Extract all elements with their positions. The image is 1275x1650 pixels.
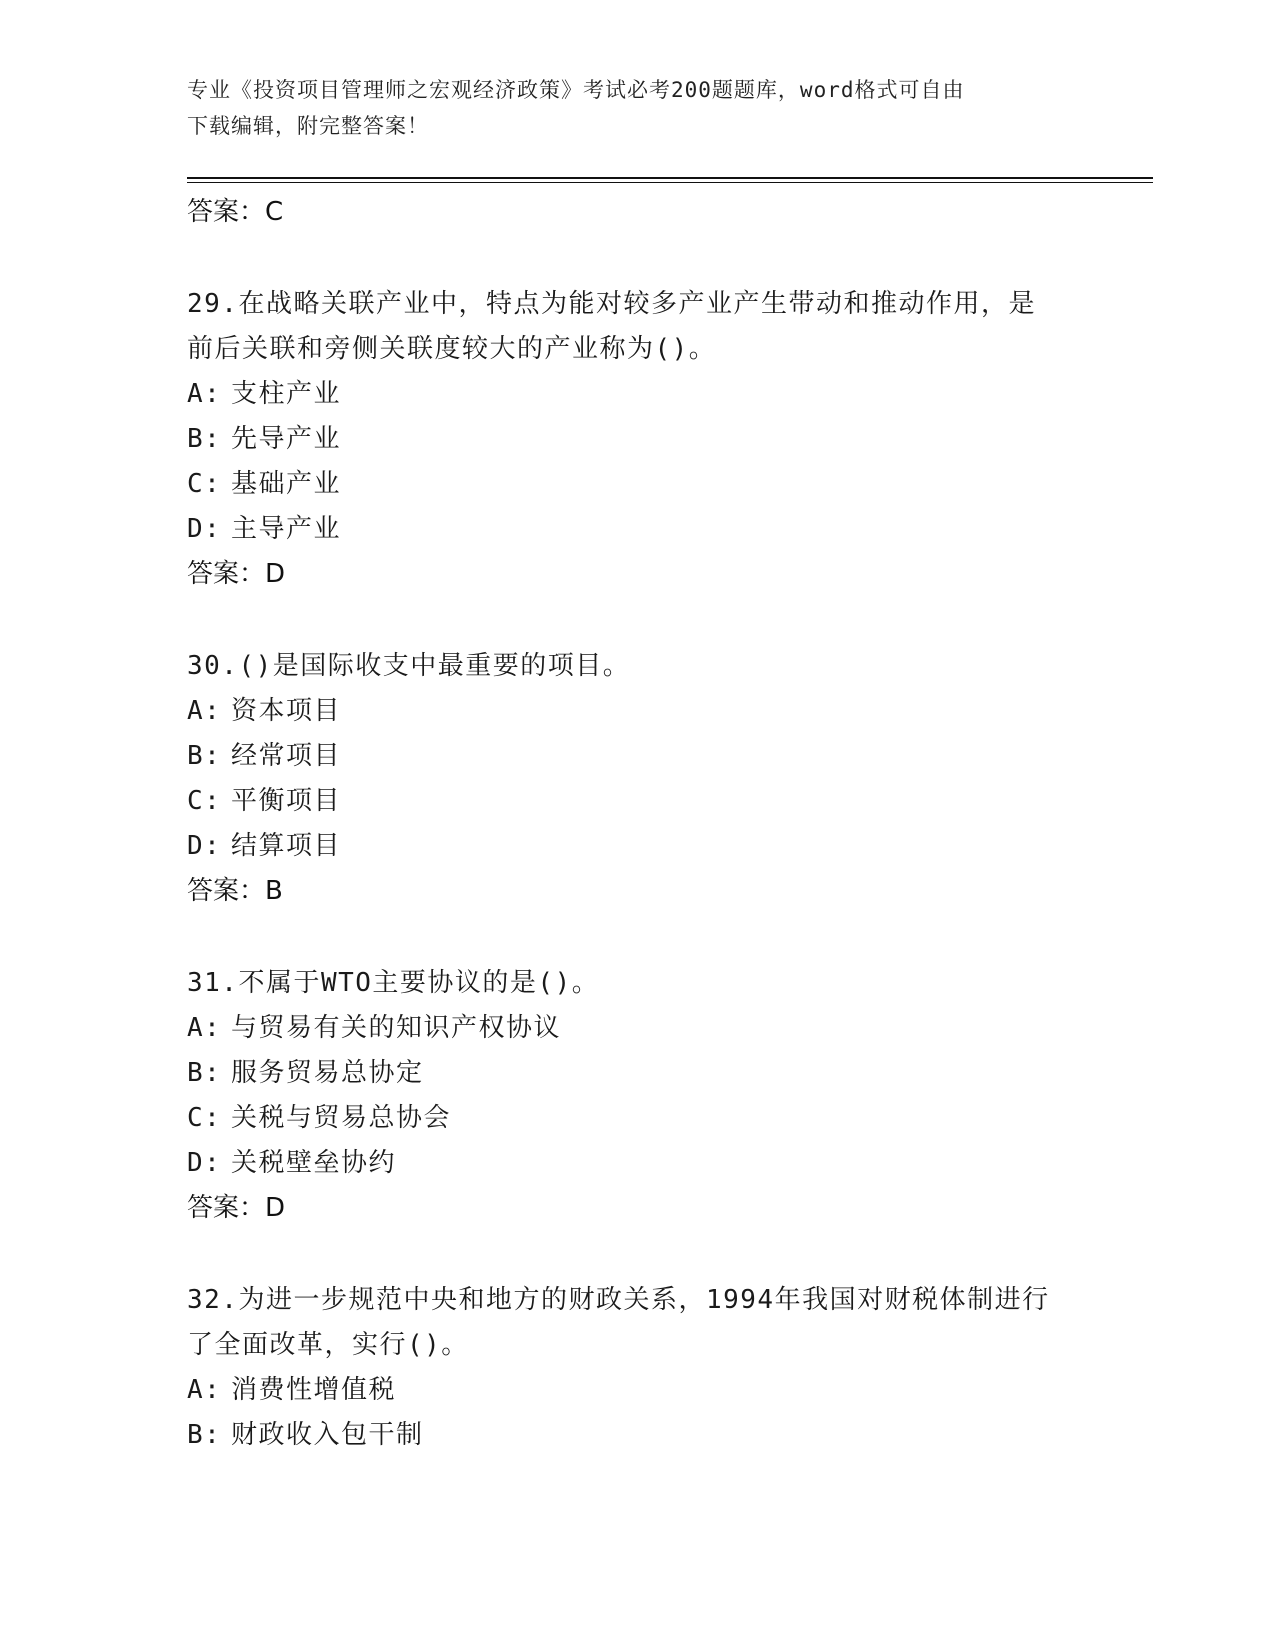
option-text: 消费性增值税	[231, 1375, 397, 1405]
answer-line: 答案：B	[187, 876, 283, 906]
question-text-line: 29.在战略关联产业中，特点为能对较多产业产生带动和推动作用，是	[187, 289, 1036, 319]
document-body	[187, 190, 1087, 1458]
option-a	[187, 689, 1087, 734]
option-c	[187, 779, 1087, 824]
option-c	[187, 1096, 1087, 1141]
option-letter: C:	[187, 469, 222, 499]
option-letter: A:	[187, 696, 222, 726]
option-text: 资本项目	[231, 696, 342, 726]
header-line-2: 下载编辑，附完整答案！	[187, 114, 429, 138]
option-d	[187, 507, 1087, 552]
option-text: 主导产业	[231, 514, 342, 544]
header-divider-thin	[187, 182, 1153, 183]
option-c	[187, 462, 1087, 507]
option-a	[187, 372, 1087, 417]
option-a	[187, 1368, 1087, 1413]
option-letter: D:	[187, 514, 222, 544]
question-text-line: 32.为进一步规范中央和地方的财政关系，1994年我国对财税体制进行	[187, 1285, 1050, 1315]
option-text: 关税与贸易总协会	[231, 1103, 452, 1133]
option-letter: D:	[187, 1148, 222, 1178]
question-block	[187, 1278, 1087, 1458]
option-letter: D:	[187, 831, 222, 861]
option-text: 支柱产业	[231, 379, 342, 409]
option-text: 与贸易有关的知识产权协议	[231, 1013, 562, 1043]
option-text: 财政收入包干制	[231, 1420, 424, 1450]
question-text-line: 30.()是国际收支中最重要的项目。	[187, 651, 631, 681]
option-letter: B:	[187, 1058, 222, 1088]
question-block	[187, 282, 1087, 596]
previous-answer: 答案：C	[187, 197, 284, 227]
option-letter: B:	[187, 424, 222, 454]
option-b	[187, 417, 1087, 462]
question-text-line: 了全面改革，实行()。	[187, 1330, 469, 1360]
header-divider-thick	[187, 177, 1153, 179]
answer-line: 答案：D	[187, 1193, 286, 1223]
option-text: 基础产业	[231, 469, 342, 499]
document-header	[187, 72, 1087, 144]
option-letter: B:	[187, 1420, 222, 1450]
option-letter: A:	[187, 379, 222, 409]
option-a	[187, 1006, 1087, 1051]
option-letter: A:	[187, 1375, 222, 1405]
option-text: 结算项目	[231, 831, 342, 861]
question-text-line: 31.不属于WTO主要协议的是()。	[187, 968, 600, 998]
option-letter: C:	[187, 1103, 222, 1133]
option-text: 先导产业	[231, 424, 342, 454]
option-letter: B:	[187, 741, 222, 771]
option-text: 平衡项目	[231, 786, 342, 816]
option-d	[187, 824, 1087, 869]
option-text: 关税壁垒协约	[231, 1148, 397, 1178]
question-block	[187, 961, 1087, 1230]
option-b	[187, 734, 1087, 779]
header-line-1: 专业《投资项目管理师之宏观经济政策》考试必考200题题库，word格式可自由	[187, 78, 965, 102]
option-letter: A:	[187, 1013, 222, 1043]
option-text: 服务贸易总协定	[231, 1058, 424, 1088]
question-block	[187, 644, 1087, 913]
option-d	[187, 1141, 1087, 1186]
option-text: 经常项目	[231, 741, 342, 771]
question-text-line: 前后关联和旁侧关联度较大的产业称为()。	[187, 334, 717, 364]
option-letter: C:	[187, 786, 222, 816]
answer-line: 答案：D	[187, 559, 286, 589]
option-b	[187, 1413, 1087, 1458]
option-b	[187, 1051, 1087, 1096]
